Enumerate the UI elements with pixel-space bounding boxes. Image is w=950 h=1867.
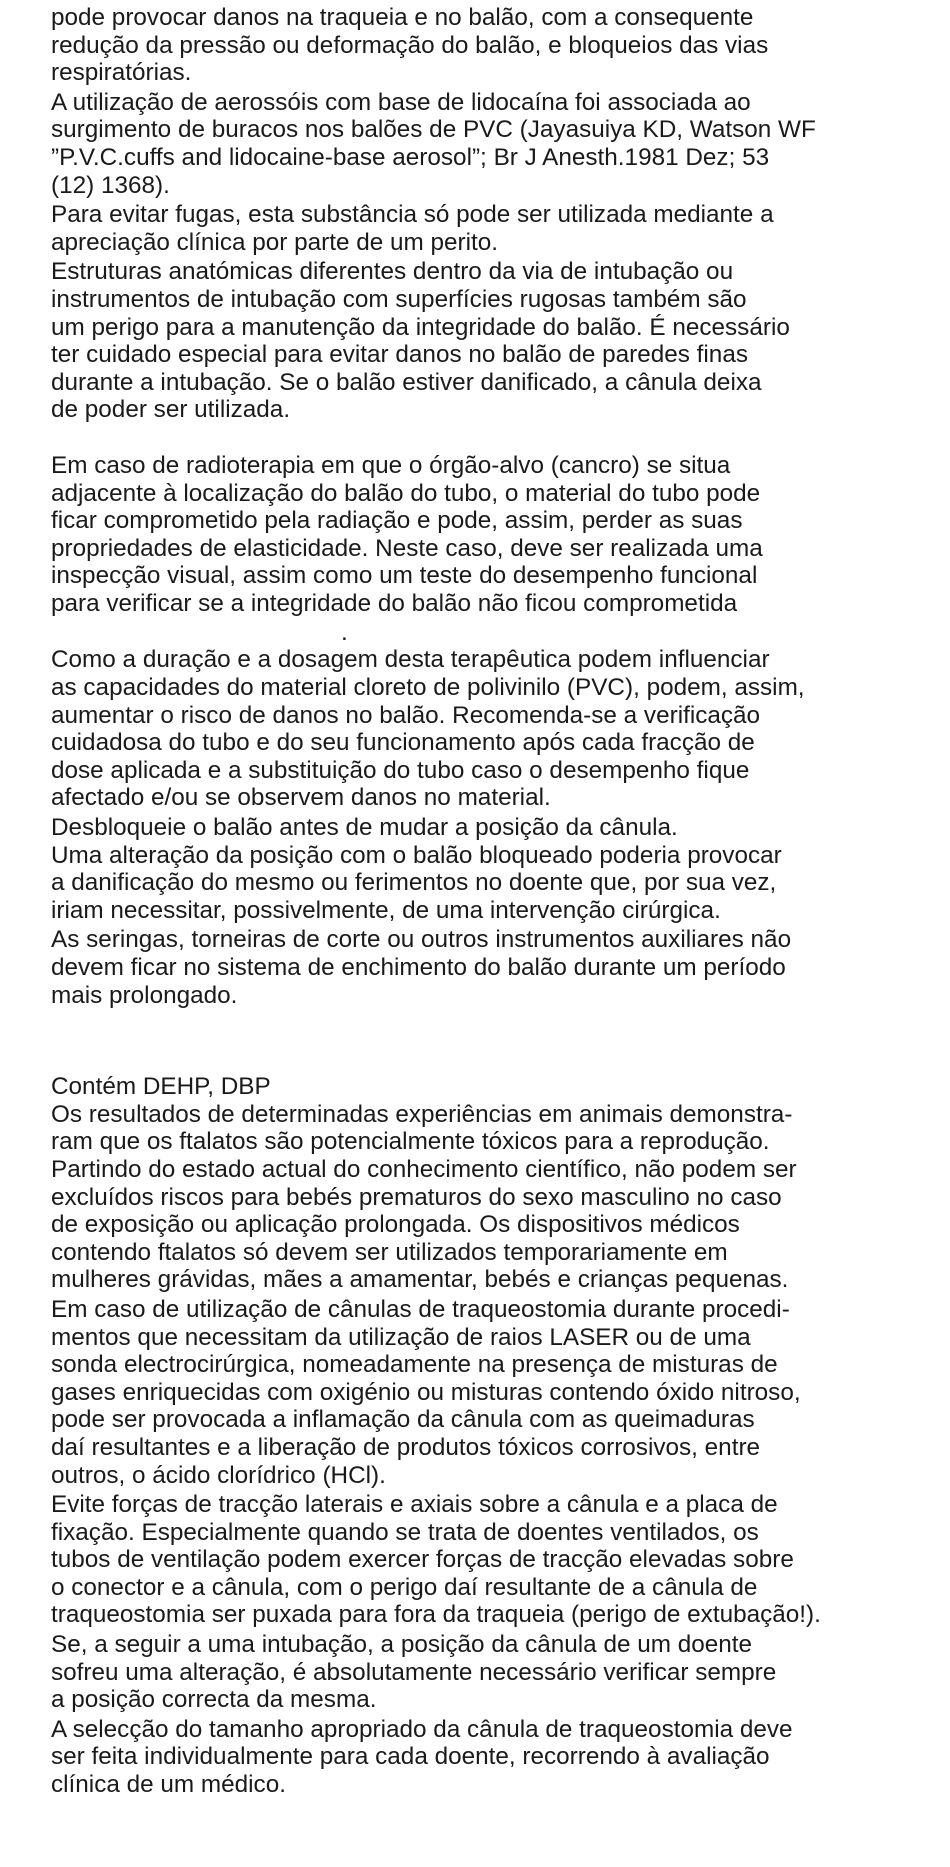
paragraph-dehp-dbp: Contém DEHP, DBP Os resultados de determinadas experiências em animais demonstra- ram que os ftalatos são potencialmente tóxicos para a reprodução. Partindo do estado actual do conhecimento científico, não podem ser excluídos riscos para bebés prematuros do sexo masculino no caso de exposição ou aplicação prolongada. Os dispositivos médicos contendo ftalatos só devem ser utilizados temporariamente em mulheres grávidas, mães a amamentar, bebés e crianças pequenas. xyxy=(51,1073,797,1294)
paragraph-therapy-duration: Como a duração e a dosagem desta terapêutica podem influenciar as capacidades do material cloreto de polivinilo (PVC), podem, assim, aumentar o risco de danos no balão. Recomenda-se a verificação cuidadosa do tubo e do seu funcionamento após cada fracção de dose aplicada e a substituição do tubo caso o desempenho fique afectado e/ou se observem danos no material. xyxy=(51,646,805,812)
paragraph-anatomical-structures: Estruturas anatómicas diferentes dentro da via de intubação ou instrumentos de intubação com superfícies rugosas também são um perigo para a manutenção da integridade do balão. É necessário ter cuidado especial para evitar danos no balão de paredes finas durante a intubação. Se o balão estiver danificado, a cânula deixa de poder ser utilizada. xyxy=(51,258,790,424)
paragraph-size-selection: A selecção do tamanho apropriado da cânula de traqueostomia deve ser feita individualmente para cada doente, recorrendo à avaliação clínica de um médico. xyxy=(51,1715,793,1799)
paragraph-laser-procedures: Em caso de utilização de cânulas de traqueostomia durante procedi- mentos que necessitam da utilização de raios LASER ou de uma sonda electrocirúrgica, nomeadamente na presença de misturas de gases enriquecidas com oxigénio ou misturas contendo óxido nitroso, pode ser provocada a inflamação da cânula com as queimaduras daí resultantes e a liberação de produtos tóxicos corrosivos, entre outros, o ácido clorídrico (HCl). xyxy=(51,1295,801,1489)
paragraph-deflate-cuff: Desbloqueie o balão antes de mudar a posição da cânula. Uma alteração da posição com o balão bloqueado poderia provocar a danificação do mesmo ou ferimentos no doente que, por sua vez, iriam necessitar, possivelmente, de uma intervenção cirúrgica. xyxy=(51,814,782,924)
paragraph-traction-forces: Evite forças de tracção laterais e axiais sobre a cânula e a placa de fixação. Especialmente quando se trata de doentes ventilados, os tubos de ventilação podem exercer forças de tracção elevadas sobre o conector e a cânula, com o perigo daí resultante de a cânula de traqueostomia ser puxada para fora da traqueia (perigo de extubação!). xyxy=(51,1491,821,1629)
paragraph-airway-damage: pode provocar danos na traqueia e no balão, com a consequente redução da pressão ou deformação do balão, e bloqueios das vias respiratórias. xyxy=(51,4,769,87)
paragraph-lidocaine-aerosol: A utilização de aerossóis com base de lidocaína foi associada ao surgimento de buracos nos balões de PVC (Jayasuiya KD, Watson WF ”P.V.C.cuffs and lidocaine-base aerosol”; Br J Anesth.1981 Dez; 53 (12) 1368). xyxy=(51,88,816,199)
paragraph-leak-prevention: Para evitar fugas, esta substância só pode ser utilizada mediante a apreciação clínica por parte de um perito. xyxy=(51,201,774,256)
spacer xyxy=(51,426,931,452)
paragraph-syringes: As seringas, torneiras de corte ou outros instrumentos auxiliares não devem ficar no sistema de enchimento do balão durante um período mais prolongado. xyxy=(51,926,792,1009)
document-page xyxy=(51,4,931,1801)
paragraph-radiotherapy: Em caso de radioterapia em que o órgão-alvo (cancro) se situa adjacente à localização do balão do tubo, o material do tubo pode ficar comprometido pela radiação e pode, assim, perder as suas propriedades de elasticidade. Neste caso, deve ser realizada uma inspecção visual, assim como um teste do desempenho funcional para verificar se a integridade do balão não ficou comprometida xyxy=(51,451,763,617)
stray-period: . xyxy=(341,619,348,647)
spacer xyxy=(51,1011,931,1073)
paragraph-position-check: Se, a seguir a uma intubação, a posição da cânula de um doente sofreu uma alteração, é absolutamente necessário verificar sempre a posição correcta da mesma. xyxy=(51,1631,777,1714)
